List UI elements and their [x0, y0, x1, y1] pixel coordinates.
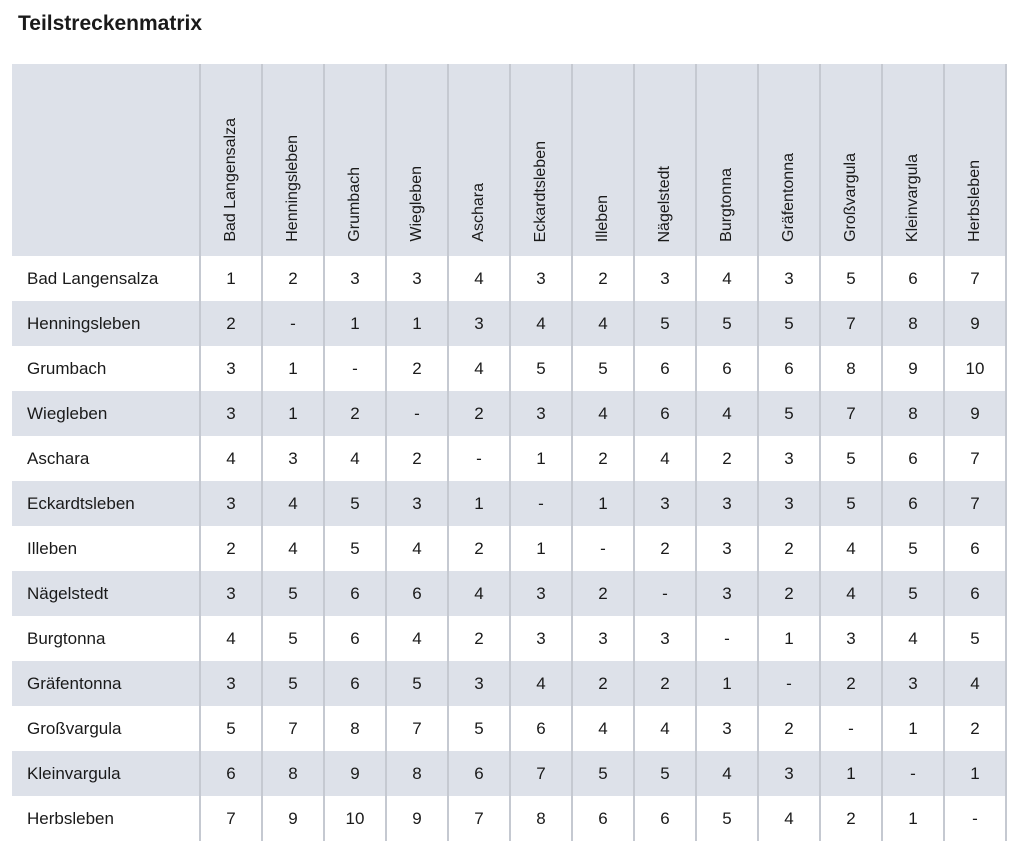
matrix-cell: 3	[448, 661, 510, 706]
matrix-cell: 6	[634, 346, 696, 391]
column-header-label: Wiegleben	[408, 166, 425, 242]
column-header-label: Bad Langensalza	[222, 118, 239, 242]
matrix-cell: 5	[386, 661, 448, 706]
matrix-cell: 1	[324, 301, 386, 346]
column-header-label: Henningsleben	[284, 135, 301, 242]
table-row	[12, 661, 1006, 706]
matrix-cell: -	[882, 751, 944, 796]
matrix-cell: 4	[510, 301, 572, 346]
table-row	[12, 256, 1006, 301]
matrix-cell: 6	[634, 796, 696, 841]
matrix-cell: 1	[882, 796, 944, 841]
matrix-cell: 5	[324, 481, 386, 526]
matrix-cell: 4	[324, 436, 386, 481]
matrix-cell: 6	[944, 526, 1006, 571]
column-header	[820, 64, 882, 256]
column-header-label: Großvargula	[842, 153, 859, 242]
matrix-cell: 9	[324, 751, 386, 796]
matrix-cell: 6	[696, 346, 758, 391]
matrix-cell: 4	[696, 391, 758, 436]
column-header	[386, 64, 448, 256]
matrix-cell: 3	[448, 301, 510, 346]
matrix-cell: 1	[882, 706, 944, 751]
matrix-cell: 8	[324, 706, 386, 751]
matrix-cell: 4	[200, 616, 262, 661]
matrix-cell: 4	[510, 661, 572, 706]
matrix-cell: -	[572, 526, 634, 571]
matrix-cell: 2	[758, 571, 820, 616]
matrix-cell: 7	[820, 391, 882, 436]
matrix-cell: 2	[572, 661, 634, 706]
matrix-cell: 2	[448, 616, 510, 661]
matrix-cell: 1	[820, 751, 882, 796]
matrix-cell: 4	[572, 706, 634, 751]
matrix-cell: 2	[572, 436, 634, 481]
matrix-cell: 3	[572, 616, 634, 661]
matrix-cell: 5	[262, 616, 324, 661]
matrix-cell: 5	[882, 526, 944, 571]
matrix-cell: 1	[262, 391, 324, 436]
matrix-cell: 5	[262, 571, 324, 616]
matrix-cell: 4	[572, 301, 634, 346]
matrix-cell: 5	[820, 256, 882, 301]
matrix-cell: 6	[944, 571, 1006, 616]
matrix-cell: 9	[262, 796, 324, 841]
matrix-cell: 5	[758, 301, 820, 346]
matrix-cell: 3	[200, 346, 262, 391]
matrix-cell: 9	[386, 796, 448, 841]
row-label: Grumbach	[12, 346, 200, 391]
column-header-label: Grumbach	[346, 167, 363, 242]
matrix-cell: 5	[820, 436, 882, 481]
column-header	[510, 64, 572, 256]
matrix-cell: 3	[758, 751, 820, 796]
matrix-cell: 4	[696, 751, 758, 796]
matrix-cell: 6	[634, 391, 696, 436]
matrix-cell: -	[696, 616, 758, 661]
matrix-cell: 2	[634, 526, 696, 571]
matrix-cell: 4	[448, 571, 510, 616]
matrix-cell: 6	[448, 751, 510, 796]
matrix-cell: 3	[696, 706, 758, 751]
table-row	[12, 706, 1006, 751]
matrix-cell: 2	[448, 391, 510, 436]
matrix-cell: 3	[200, 571, 262, 616]
matrix-cell: 3	[510, 256, 572, 301]
matrix-cell: 2	[386, 346, 448, 391]
matrix-cell: 7	[944, 436, 1006, 481]
column-header	[200, 64, 262, 256]
matrix-cell: 1	[758, 616, 820, 661]
matrix-cell: 3	[386, 481, 448, 526]
matrix-cell: 5	[572, 346, 634, 391]
matrix-cell: 2	[820, 661, 882, 706]
table-row	[12, 616, 1006, 661]
table-row	[12, 436, 1006, 481]
row-label: Aschara	[12, 436, 200, 481]
row-label: Herbsleben	[12, 796, 200, 841]
matrix-cell: 2	[758, 526, 820, 571]
matrix-cell: 2	[324, 391, 386, 436]
matrix-cell: 8	[882, 391, 944, 436]
matrix-cell: 7	[448, 796, 510, 841]
matrix-cell: 6	[324, 661, 386, 706]
matrix-cell: 7	[200, 796, 262, 841]
matrix-cell: 6	[882, 436, 944, 481]
column-header-label: Herbsleben	[966, 160, 983, 242]
matrix-cell: 3	[386, 256, 448, 301]
matrix-cell: 3	[696, 481, 758, 526]
row-label: Nägelstedt	[12, 571, 200, 616]
matrix-cell: -	[386, 391, 448, 436]
matrix-cell: 10	[944, 346, 1006, 391]
matrix-cell: 3	[758, 256, 820, 301]
matrix-cell: 1	[510, 526, 572, 571]
matrix-cell: -	[448, 436, 510, 481]
matrix-cell: 9	[944, 391, 1006, 436]
matrix-cell: 5	[200, 706, 262, 751]
matrix-cell: 3	[882, 661, 944, 706]
row-label: Burgtonna	[12, 616, 200, 661]
header-row	[12, 64, 1006, 256]
column-header-label: Gräfentonna	[780, 153, 797, 242]
matrix-cell: 6	[200, 751, 262, 796]
matrix-cell: 1	[386, 301, 448, 346]
matrix-cell: 7	[510, 751, 572, 796]
matrix-cell: 5	[634, 301, 696, 346]
matrix-cell: 3	[634, 256, 696, 301]
column-header-label: Burgtonna	[718, 168, 735, 242]
matrix-cell: -	[758, 661, 820, 706]
row-label: Kleinvargula	[12, 751, 200, 796]
matrix-cell: 4	[820, 571, 882, 616]
matrix-cell: 5	[820, 481, 882, 526]
matrix-cell: 3	[510, 391, 572, 436]
matrix-cell: 3	[634, 481, 696, 526]
row-label: Eckardtsleben	[12, 481, 200, 526]
matrix-cell: 6	[758, 346, 820, 391]
matrix-cell: 5	[262, 661, 324, 706]
matrix-cell: 3	[634, 616, 696, 661]
column-header	[262, 64, 324, 256]
matrix-cell: 3	[758, 481, 820, 526]
matrix-cell: 2	[262, 256, 324, 301]
matrix-cell: 5	[324, 526, 386, 571]
matrix-cell: 4	[944, 661, 1006, 706]
matrix-cell: 4	[634, 436, 696, 481]
matrix-cell: 4	[386, 526, 448, 571]
matrix-cell: 4	[448, 346, 510, 391]
matrix-cell: 2	[200, 526, 262, 571]
matrix-cell: -	[262, 301, 324, 346]
matrix-cell: 4	[572, 391, 634, 436]
matrix-cell: 2	[696, 436, 758, 481]
matrix-cell: 8	[510, 796, 572, 841]
matrix-cell: 4	[820, 526, 882, 571]
matrix-cell: 3	[262, 436, 324, 481]
row-label: Henningsleben	[12, 301, 200, 346]
matrix-cell: 5	[882, 571, 944, 616]
matrix-cell: 8	[882, 301, 944, 346]
matrix-cell: 4	[386, 616, 448, 661]
column-header	[696, 64, 758, 256]
page-title: Teilstreckenmatrix	[18, 12, 203, 35]
matrix-cell: 5	[634, 751, 696, 796]
matrix-cell: 1	[696, 661, 758, 706]
matrix-cell: 5	[944, 616, 1006, 661]
matrix-cell: 3	[510, 616, 572, 661]
table-row	[12, 526, 1006, 571]
matrix-cell: 1	[572, 481, 634, 526]
column-header	[448, 64, 510, 256]
matrix-cell: 4	[262, 526, 324, 571]
matrix-cell: 7	[944, 256, 1006, 301]
table-row	[12, 346, 1006, 391]
column-header	[944, 64, 1006, 256]
distance-matrix-table	[12, 64, 1007, 841]
matrix-cell: 5	[696, 301, 758, 346]
table-row	[12, 391, 1006, 436]
column-header	[758, 64, 820, 256]
table-row	[12, 301, 1006, 346]
table-row	[12, 481, 1006, 526]
matrix-cell: 7	[820, 301, 882, 346]
matrix-cell: 3	[696, 571, 758, 616]
column-header	[572, 64, 634, 256]
matrix-cell: 3	[200, 481, 262, 526]
column-header-label: Eckardtsleben	[532, 140, 549, 242]
column-header	[634, 64, 696, 256]
matrix-cell: 1	[510, 436, 572, 481]
matrix-cell: 6	[510, 706, 572, 751]
table-row	[12, 796, 1006, 841]
corner-cell	[12, 64, 200, 256]
matrix-cell: 3	[200, 661, 262, 706]
matrix-cell: 5	[696, 796, 758, 841]
column-header-label: Illeben	[594, 194, 611, 242]
row-label: Wiegleben	[12, 391, 200, 436]
matrix-cell: 3	[758, 436, 820, 481]
matrix-cell: 4	[882, 616, 944, 661]
matrix-cell: 6	[882, 481, 944, 526]
row-label: Großvargula	[12, 706, 200, 751]
matrix-cell: 4	[696, 256, 758, 301]
matrix-cell: 9	[944, 301, 1006, 346]
matrix-cell: 2	[634, 661, 696, 706]
matrix-cell: 2	[572, 571, 634, 616]
matrix-cell: 4	[262, 481, 324, 526]
row-label: Gräfentonna	[12, 661, 200, 706]
column-header	[324, 64, 386, 256]
column-header-label: Nägelstedt	[656, 165, 673, 242]
row-label: Bad Langensalza	[12, 256, 200, 301]
matrix-cell: 10	[324, 796, 386, 841]
matrix-body	[12, 256, 1006, 841]
row-label: Illeben	[12, 526, 200, 571]
matrix-cell: 4	[448, 256, 510, 301]
matrix-cell: 3	[200, 391, 262, 436]
matrix-cell: -	[944, 796, 1006, 841]
column-header	[882, 64, 944, 256]
matrix-cell: 5	[572, 751, 634, 796]
matrix-cell: 1	[944, 751, 1006, 796]
matrix-cell: 6	[324, 571, 386, 616]
matrix-cell: 7	[944, 481, 1006, 526]
matrix-cell: 2	[944, 706, 1006, 751]
table-row	[12, 571, 1006, 616]
matrix-cell: -	[820, 706, 882, 751]
matrix-cell: 5	[758, 391, 820, 436]
matrix-cell: 1	[448, 481, 510, 526]
matrix-cell: -	[510, 481, 572, 526]
matrix-cell: 2	[572, 256, 634, 301]
matrix-cell: 2	[820, 796, 882, 841]
matrix-cell: 5	[510, 346, 572, 391]
matrix-cell: 1	[200, 256, 262, 301]
matrix-cell: 7	[262, 706, 324, 751]
matrix-cell: 6	[882, 256, 944, 301]
matrix-cell: 1	[262, 346, 324, 391]
matrix-cell: -	[324, 346, 386, 391]
matrix-cell: 7	[386, 706, 448, 751]
column-header-label: Kleinvargula	[904, 153, 921, 242]
matrix-cell: 8	[262, 751, 324, 796]
matrix-cell: 2	[758, 706, 820, 751]
column-header-label: Aschara	[470, 183, 487, 242]
matrix-cell: 5	[448, 706, 510, 751]
matrix-cell: -	[634, 571, 696, 616]
matrix-cell: 8	[386, 751, 448, 796]
matrix-cell: 3	[324, 256, 386, 301]
matrix-cell: 3	[510, 571, 572, 616]
matrix-cell: 3	[696, 526, 758, 571]
matrix-cell: 6	[386, 571, 448, 616]
matrix-cell: 6	[324, 616, 386, 661]
matrix-cell: 4	[758, 796, 820, 841]
matrix-cell: 2	[448, 526, 510, 571]
matrix-cell: 2	[200, 301, 262, 346]
matrix-cell: 2	[386, 436, 448, 481]
matrix-cell: 6	[572, 796, 634, 841]
matrix-cell: 9	[882, 346, 944, 391]
matrix-cell: 4	[200, 436, 262, 481]
matrix-cell: 3	[820, 616, 882, 661]
matrix-cell: 8	[820, 346, 882, 391]
table-row	[12, 751, 1006, 796]
matrix-cell: 4	[634, 706, 696, 751]
